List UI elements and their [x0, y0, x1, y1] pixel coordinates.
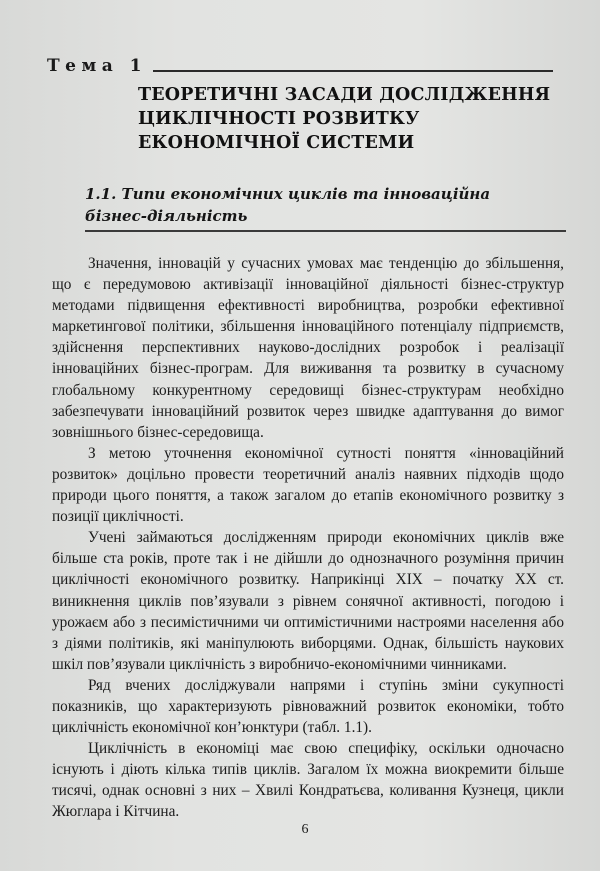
section-rule	[85, 230, 566, 232]
topic-label: Тема 1	[47, 56, 147, 76]
topic-rule	[153, 70, 553, 72]
paragraph: Ряд вчених досліджували напрями і ступінь зміни сукупності показників, що характеризують рівноважний розвиток економіки, тобто циклічність економічної кон’юнктури (табл. 1.1).	[52, 676, 564, 737]
paragraph: Значення, інновацій у сучасних умовах має тенденцію до збільшення, що є передумовою активізації інноваційної діяльності бізнес-структур методами підвищення ефективності виробництва, розробки ефективної маркетингової політики, збільшення інноваційного потенціалу підприємств, здійснення перспективних науково-дослідних розробок і реалізації інноваційних бізнес-програм. Для виживання та розвитку в сучасному глобальному конкурентному середовищі бізнес-структурам необхідно забезпечувати інноваційний розвиток через швидке адаптування до вимог зовнішнього бізнес-середовища.	[52, 255, 564, 441]
paragraph: Циклічність в економіці має свою специфіку, оскільки одночасно існують і діють кілька типів циклів. Загалом їх можна виокремити більше тисячі, однак основні з них – Хвилі Кондратьєва, коливання Кузнеця, цикли Жюглара і Кітчина.	[52, 740, 564, 821]
topic-header	[47, 56, 552, 76]
section-title-line: бізнес-діяльність	[85, 207, 248, 225]
chapter-title-line: ТЕОРЕТИЧНІ ЗАСАДИ ДОСЛІДЖЕННЯ	[138, 85, 551, 105]
chapter-title-line: ЕКОНОМІЧНОЇ СИСТЕМИ	[138, 133, 415, 153]
body-text	[52, 253, 564, 823]
section-title-line: 1.1. Типи економічних циклів та інноваційна	[85, 185, 491, 203]
chapter-title	[138, 83, 578, 155]
page-number: 6	[301, 822, 309, 837]
section-title	[85, 183, 565, 227]
paragraph: Учені займаються дослідженням природи економічних циклів вже більше ста років, проте так і не дійшли до однозначного розуміння причин циклічності економічного розвитку. Наприкінці XIX – початку XX ст. виникнення циклів пов’язували з рівнем сонячної активності, погодою і урожаєм або з песимістичними чи оптимістичними настроями населення або з діями політиків, які маніпулюють виборцями. Однак, більшість наукових шкіл пов’язували циклічність з виробничо-економічними чинниками.	[52, 529, 564, 673]
chapter-title-line: ЦИКЛІЧНОСТІ РОЗВИТКУ	[138, 109, 420, 129]
paragraph: З метою уточнення економічної сутності поняття «інноваційний розвиток» доцільно провести теоретичний аналіз наявних підходів щодо природи цього поняття, а також загалом до етапів економічного розвитку з позиції циклічності.	[52, 444, 564, 526]
